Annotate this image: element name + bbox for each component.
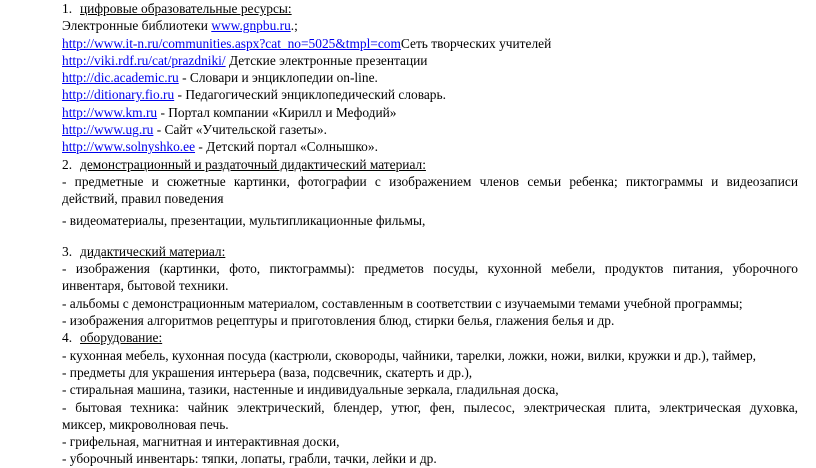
resource-description: - Портал компании «Кирилл и Мефодий» <box>157 104 397 120</box>
section-number: 2. <box>62 156 73 172</box>
list-item: - изображения алгоритмов рецептуры и приготовления блюд, стирки белья, глажения белья и др. <box>62 313 615 329</box>
section-title: дидактический материал: <box>80 243 226 259</box>
libraries-label: Электронные библиотеки <box>62 18 208 34</box>
resource-line <box>62 86 798 103</box>
list-item: - грифельная, магнитная и интерактивная доски, <box>62 434 340 450</box>
list-item: - уборочный инвентарь: тяпки, лопаты, грабли, тачки, лейки и др. <box>62 451 437 467</box>
resource-description: - Словари и энциклопедии on-line. <box>178 70 378 86</box>
libraries-link[interactable]: www.gnpbu.ru <box>211 18 291 34</box>
resource-line <box>62 69 798 86</box>
section-4-heading <box>62 329 798 346</box>
list-item: - кухонная мебель, кухонная посуда (кастрюли, сковороды, чайники, тарелки, ложки, ножи, вилки, кружки и др.), таймер, <box>62 347 756 363</box>
resource-link[interactable]: http://www.it-n.ru/communities.aspx?cat_no=5025&tmpl=com <box>62 35 401 51</box>
resource-description: Сеть творческих учителей <box>400 35 552 51</box>
resource-line <box>62 138 798 155</box>
resource-description: - Сайт «Учительской газеты». <box>153 122 327 138</box>
section-1-heading <box>62 0 798 17</box>
resource-line <box>62 121 798 138</box>
list-item: - предметные и сюжетные картинки, фотографии с изображением членов семьи ребенка; пиктограммы и видеозаписи <box>62 173 798 189</box>
list-item: - бытовая техника: чайник электрический, блендер, утюг, фен, пылесос, электрическая плита, электрическая духовка, <box>62 399 798 415</box>
list-item-continuation: действий, правил поведения <box>62 191 224 207</box>
libraries-suffix: .; <box>290 18 298 34</box>
resource-line <box>62 35 798 52</box>
resource-description: Детские электронные презентации <box>225 52 428 68</box>
libraries-line <box>62 17 798 34</box>
list-item: - видеоматериалы, презентации, мультипликационные фильмы, <box>62 212 426 228</box>
section-number: 3. <box>62 243 73 259</box>
resource-link[interactable]: http://dic.academic.ru <box>62 70 179 86</box>
document-body <box>62 0 798 468</box>
list-item: - предметы для украшения интерьера (ваза, подсвечник, скатерть и др.), <box>62 364 473 380</box>
section-3-heading <box>62 243 798 260</box>
resource-link[interactable]: http://viki.rdf.ru/cat/prazdniki/ <box>62 52 226 68</box>
resource-link[interactable]: http://www.km.ru <box>62 104 158 120</box>
resource-line <box>62 52 798 69</box>
section-title: оборудование: <box>80 330 163 346</box>
section-title: демонстрационный и раздаточный дидактический материал: <box>80 156 426 172</box>
resource-description: - Педагогический энциклопедический словарь. <box>174 87 446 103</box>
list-item-continuation: инвентаря, бытовой техники. <box>62 278 229 294</box>
section-title: цифровые образовательные ресурсы: <box>80 1 292 16</box>
list-item: - альбомы с демонстрационным материалом, составленным в соответствии с изучаемыми темами учебной программы; <box>62 295 743 311</box>
list-item: - изображения (картинки, фото, пиктограммы): предметов посуды, кухонной мебели, продуктов питания, уборочного <box>62 261 798 277</box>
section-2-heading <box>62 156 798 173</box>
section-number: 4. <box>62 330 73 346</box>
resource-link[interactable]: http://www.solnyshko.ee <box>62 139 196 155</box>
resource-description: - Детский портал «Солнышко». <box>195 139 378 155</box>
resource-link[interactable]: http://www.ug.ru <box>62 122 154 138</box>
resource-line <box>62 104 798 121</box>
resource-link[interactable]: http://ditionary.fio.ru <box>62 87 175 103</box>
list-item-continuation: миксер, микроволновая печь. <box>62 416 229 432</box>
section-number: 1. <box>62 1 73 16</box>
list-item: - стиральная машина, тазики, настенные и индивидуальные зеркала, гладильная доска, <box>62 382 559 398</box>
